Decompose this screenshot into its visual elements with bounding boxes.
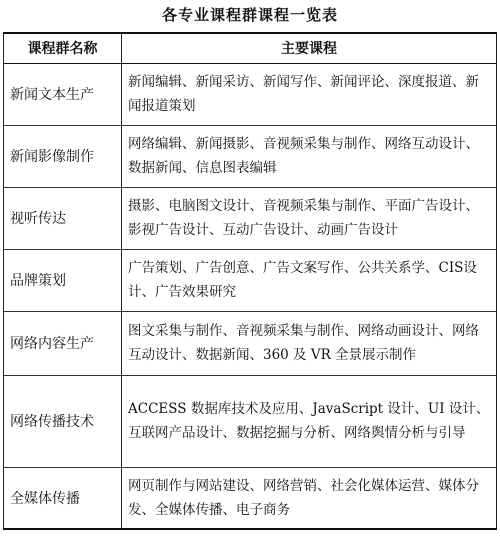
table-title: 各专业课程群课程一览表	[161, 6, 338, 24]
courses-cell: 图文采集与制作、音视频采集与制作、网络动画设计、网络互动设计、数据新闻、360 及 VR 全景展示制作	[122, 311, 497, 375]
courses-cell: 网页制作与网站建设、网络营销、社会化媒体运营、媒体分发、全媒体传播、电子商务	[122, 467, 497, 529]
group-name-cell: 全媒体传播	[4, 467, 122, 529]
group-name-cell: 网络内容生产	[4, 311, 122, 375]
header-main-courses: 主要课程	[122, 33, 497, 63]
header-group-name: 课程群名称	[4, 33, 122, 63]
courses-cell: 网络编辑、新闻摄影、音视频采集与制作、网络互动设计、数据新闻、信息图表编辑	[122, 125, 497, 187]
group-name-cell: 新闻文本生产	[4, 63, 122, 125]
table-row	[4, 467, 497, 529]
table-header-row	[4, 33, 497, 63]
course-table	[3, 32, 497, 530]
table-row	[4, 125, 497, 187]
group-name-cell: 视听传达	[4, 187, 122, 249]
table-row	[4, 375, 497, 467]
group-name-cell: 品牌策划	[4, 249, 122, 311]
courses-cell: 广告策划、广告创意、广告文案写作、公共关系学、CIS设计、广告效果研究	[122, 249, 497, 311]
courses-cell: 新闻编辑、新闻采访、新闻写作、新闻评论、深度报道、新闻报道策划	[122, 63, 497, 125]
group-name-cell: 新闻影像制作	[4, 125, 122, 187]
courses-cell: 摄影、电脑图文设计、音视频采集与制作、平面广告设计、影视广告设计、互动广告设计、动画广告设计	[122, 187, 497, 249]
group-name-cell: 网络传播技术	[4, 375, 122, 467]
courses-cell: ACCESS 数据库技术及应用、JavaScript 设计、UI 设计、互联网产品设计、数据挖掘与分析、网络舆情分析与引导	[122, 375, 497, 467]
table-row	[4, 311, 497, 375]
table-row	[4, 187, 497, 249]
table-row	[4, 63, 497, 125]
table-row	[4, 249, 497, 311]
